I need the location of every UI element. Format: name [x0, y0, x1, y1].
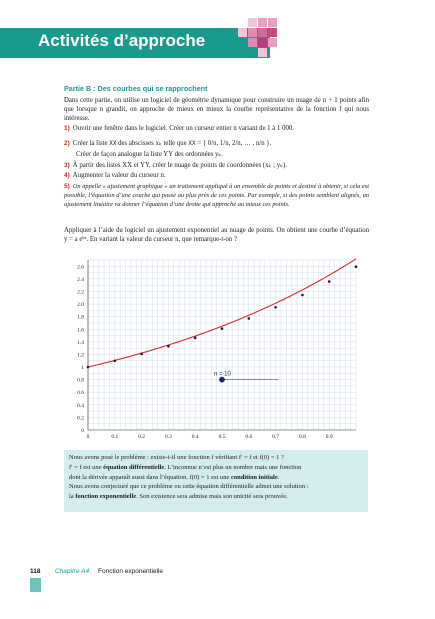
- y-tick-label: 1.6: [77, 327, 84, 334]
- step-2-text-b: des abscisses xₖ telle que: [118, 140, 187, 147]
- x-tick-label: 0.1: [111, 434, 119, 440]
- y-tick-label: 1: [81, 365, 84, 372]
- y-tick-label: 2.4: [77, 276, 84, 283]
- y-tick-label: 0.6: [77, 390, 84, 397]
- data-point: [194, 337, 197, 340]
- step-2-sub: Créer de façon analogue la liste YY des ordonnées yₖ.: [76, 151, 223, 158]
- term-initial-condition: condition initiale: [230, 473, 278, 481]
- step-3: [64, 161, 287, 170]
- data-point: [114, 359, 117, 362]
- y-tick-label: 0: [81, 428, 84, 434]
- step-1: [64, 124, 294, 133]
- info-line-3-c: .: [277, 473, 280, 481]
- info-line-5-a: la: [69, 493, 74, 501]
- step-2-code-b: XX: [188, 140, 196, 147]
- info-line-2: [69, 463, 363, 473]
- exponential-fit-chart: [64, 254, 366, 444]
- step-2: [64, 139, 271, 148]
- x-tick-label: 0.6: [245, 434, 253, 440]
- info-line-3-a: dont la dérivée apparaît aussi dans l’équation. f(0) = 1 est une: [69, 473, 230, 481]
- data-point: [328, 280, 331, 283]
- x-tick-label: 0.2: [138, 434, 146, 440]
- page-number: 118: [30, 568, 41, 575]
- step-5-italic: [64, 182, 369, 210]
- slider-label: n = 10: [214, 371, 231, 378]
- y-tick-label: 1.4: [77, 339, 84, 346]
- step-4: [64, 171, 166, 180]
- step-2-text-a: Créer la liste: [72, 140, 108, 147]
- slider-handle: [219, 377, 224, 382]
- x-tick-label: 0: [86, 434, 90, 440]
- y-tick-label: 1.2: [77, 352, 84, 359]
- data-point: [355, 265, 358, 268]
- step-2-number: 2): [64, 140, 70, 147]
- y-tick-label: 0.8: [77, 377, 84, 384]
- data-point: [87, 366, 90, 369]
- step-3-text: À partir des listes XX et YY, créer le nuage de points de coordonnées (xₖ ; yₖ).: [72, 162, 287, 169]
- y-tick-label: 0.4: [77, 402, 84, 409]
- footer-chapter: Chapitre A4.: [55, 568, 91, 575]
- step-2-text-c: = { 0/n, 1/n, 2/n, … , n/n }.: [197, 140, 272, 147]
- data-point: [140, 353, 143, 356]
- x-tick-label: 0.5: [218, 434, 226, 440]
- data-point: [248, 317, 251, 320]
- x-tick-label: 0.9: [325, 434, 333, 440]
- info-line-1: Nous avons posé le problème : existe-t-il une fonction f vérifiant f′ = f et f(0) = 1 ?: [69, 454, 284, 461]
- x-tick-label: 0.7: [272, 434, 280, 440]
- info-line-4: Nous avons conjecturé que ce problème ou cette équation différentielle admet une solution :: [69, 483, 309, 491]
- y-tick-label: 2.6: [77, 264, 84, 271]
- info-box: [64, 450, 368, 512]
- section-title: Partie B : Des courbes qui se rapprochent: [64, 84, 208, 93]
- step-5-number: 5): [64, 183, 70, 190]
- step-5-body: Appliquer à l’aide du logiciel un ajustement exponentiel au nuage de points. On obtient une courbe d’équation y = a eᵇˣ. En variant la valeur du curseur n, que remarque-t-on ?: [64, 227, 369, 244]
- decorative-squares: [238, 18, 278, 58]
- page-title: Activités d’approche: [38, 31, 206, 50]
- data-point: [167, 345, 170, 348]
- info-line-5: [69, 492, 363, 502]
- y-tick-label: 0.2: [77, 415, 84, 422]
- data-point: [301, 294, 304, 297]
- data-point: [274, 306, 277, 309]
- footer-subject: Fonction exponentielle: [98, 568, 164, 575]
- x-tick-label: 0.8: [298, 434, 306, 440]
- step-3-number: 3): [64, 162, 70, 169]
- footer-marker: [30, 578, 41, 592]
- step-1-text: Ouvrir une fenêtre dans le logiciel. Créer un curseur entier n variant de 1 à 1 000.: [72, 125, 294, 132]
- step-4-text: Augmenter la valeur du curseur n.: [72, 172, 166, 179]
- x-tick-label: 0.4: [191, 434, 199, 440]
- data-point: [221, 327, 224, 330]
- term-exponential-function: fonction exponentielle: [75, 493, 137, 501]
- x-tick-label: 0.3: [164, 434, 172, 440]
- step-2-code-a: XX: [109, 140, 117, 147]
- y-tick-label: 1.8: [77, 314, 84, 321]
- intro-paragraph: Dans cette partie, on utilise un logiciel de géométrie dynamique pour construire un nuage de n + 1 points afin que lorsque n grandit, on approche de mieux en mieux la courbe représentative de la fonction f qui nous intéresse.: [64, 97, 369, 123]
- chapter-banner: [0, 28, 270, 58]
- step-5-definition: On appelle « ajustement graphique » un traitement appliqué à un ensemble de points et destiné à obtenir, si cela est possible, l’équation d’une courbe qui passe au plus près de ces points. Par exemple, si des points semblent alignés, un ajustement linéaire va donner l’équation d’une droite qui approche au mieux ces points.: [64, 183, 370, 209]
- term-differential-equation: équation différentielle: [103, 463, 165, 471]
- info-line-2-a: f′ = f est une: [69, 463, 102, 471]
- y-tick-label: 2.2: [77, 289, 84, 296]
- y-tick-label: 2.0: [77, 302, 84, 309]
- step-4-number: 4): [64, 172, 70, 179]
- info-line-3: [69, 473, 363, 483]
- step-1-number: 1): [64, 125, 70, 132]
- info-line-5-c: . Son existence sera admise mais son unicité sera prouvée.: [136, 493, 288, 501]
- info-line-2-c: . L’inconnue n’est plus un nombre mais une fonction: [164, 463, 302, 471]
